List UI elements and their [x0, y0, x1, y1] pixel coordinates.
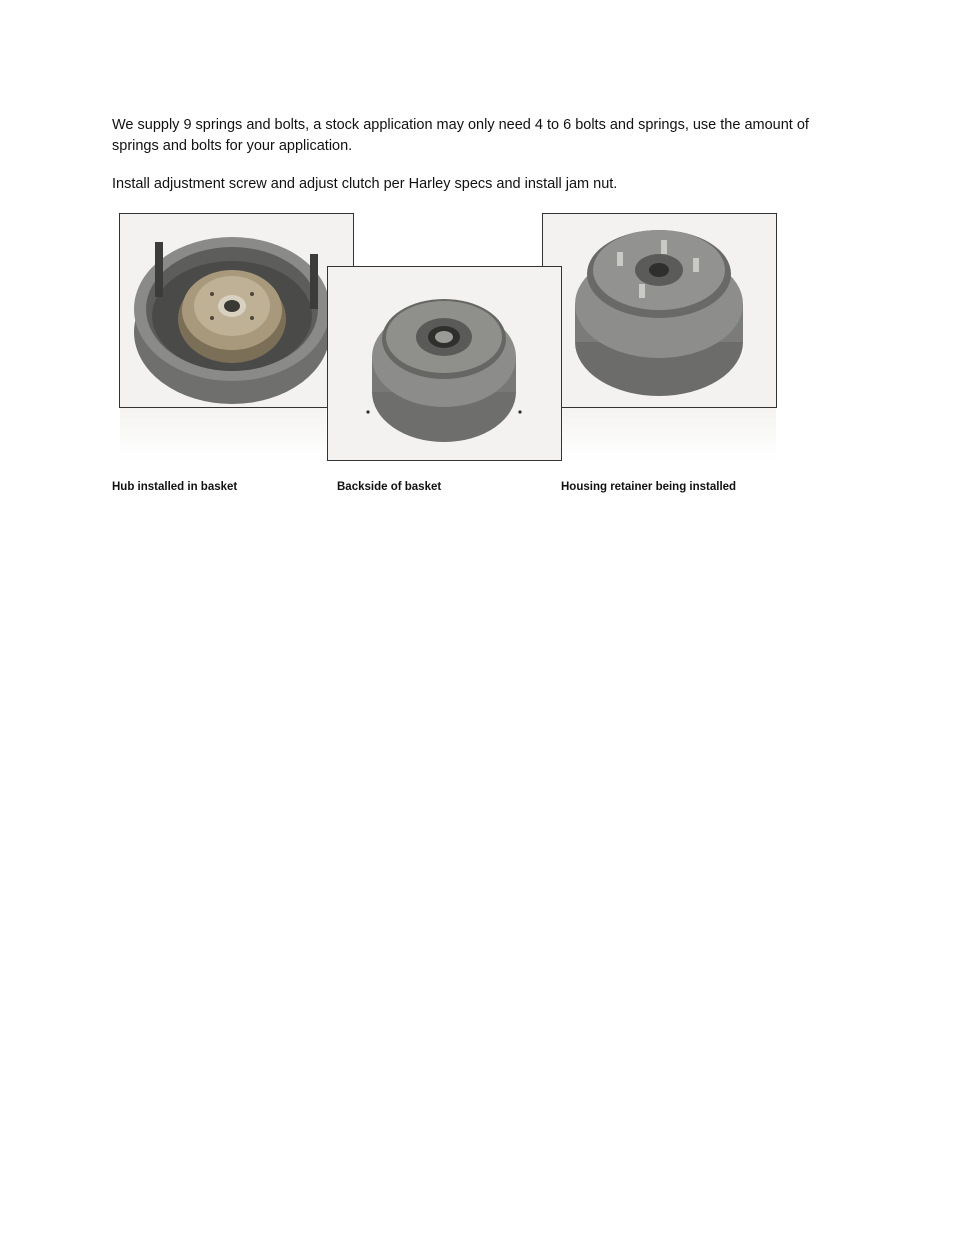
housing-retainer-illustration — [543, 214, 776, 407]
clutch-hub-illustration — [120, 214, 353, 407]
instruction-paragraph-adjustment: Install adjustment screw and adjust clutch per Harley specs and install jam nut. — [112, 176, 618, 192]
photo-housing-retainer — [542, 213, 777, 408]
clutch-basket-illustration — [328, 267, 561, 460]
photo-shadow-fade — [120, 408, 326, 460]
caption-hub-installed: Hub installed in basket — [112, 481, 238, 493]
photo-hub-installed — [119, 213, 354, 408]
caption-basket-backside: Backside of basket — [337, 481, 442, 493]
photo-basket-backside — [327, 266, 562, 461]
caption-housing-retainer: Housing retainer being installed — [561, 481, 737, 493]
photo-shadow-fade — [562, 408, 776, 460]
instruction-paragraph-springs: We supply 9 springs and bolts, a stock application may only need 4 to 6 bolts and springs, use the amount of springs and bolts for your application. — [112, 117, 809, 154]
